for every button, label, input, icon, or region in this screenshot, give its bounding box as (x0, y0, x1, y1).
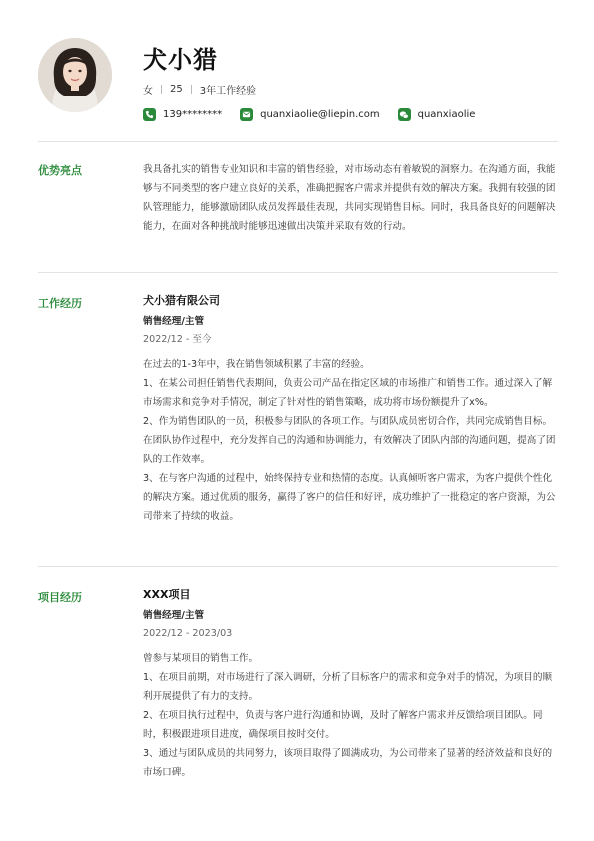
resume-header (38, 38, 558, 133)
work-experience-years: 3年工作经验 (199, 86, 257, 97)
section-divider (38, 566, 558, 567)
section-title-strengths: 优势亮点 (38, 164, 82, 177)
meta-separator (191, 85, 192, 94)
wechat-id: quanxiaolie (417, 109, 476, 120)
job-role: 销售经理/主管 (143, 316, 205, 327)
avatar (38, 38, 112, 112)
project-period: 2022/12 - 2023/03 (143, 628, 233, 639)
email-address: quanxiaolie@liepin.com (260, 109, 380, 120)
phone-number: 139******** (163, 109, 223, 120)
gender: 女 (143, 86, 153, 97)
section-divider (38, 141, 558, 142)
contact-email (240, 108, 380, 121)
section-title-work: 工作经历 (38, 297, 82, 310)
description-line: 2、在项目执行过程中，负责与客户进行沟通和协调，及时了解客户需求并反馈给项目团队。同时，积极跟进项目进度，确保项目按时交付。 (143, 710, 543, 740)
contact-wechat (398, 108, 476, 121)
project-role: 销售经理/主管 (143, 610, 205, 621)
section-title-project: 项目经历 (38, 591, 82, 604)
wechat-icon (398, 108, 411, 121)
project-name: XXX项目 (143, 588, 191, 601)
description-line: 3、在与客户沟通的过程中，始终保持专业和热情的态度。认真倾听客户需求，为客户提供个性化的解决方案。通过优质的服务，赢得了客户的信任和好评，成功维护了一批稳定的客户资源，为公司带来了持续的收益。 (143, 473, 556, 522)
project-entry (143, 587, 558, 782)
contact-row (143, 108, 493, 121)
phone-icon (143, 108, 156, 121)
description-line: 3、通过与团队成员的共同努力，该项目取得了圆满成功，为公司带来了显著的经济效益和良好的市场口碑。 (143, 748, 553, 778)
candidate-name: 犬小猎 (143, 46, 218, 74)
contact-phone (143, 108, 222, 121)
description-line: 1、在某公司担任销售代表期间，负责公司产品在指定区域的市场推广和销售工作。通过深入了解市场需求和竞争对手情况，制定了针对性的销售策略，成功将市场份额提升了x%。 (143, 378, 553, 408)
email-icon (240, 108, 253, 121)
strengths-text: 我具备扎实的销售专业知识和丰富的销售经验，对市场动态有着敏锐的洞察力。在沟通方面，我能够与不同类型的客户建立良好的关系，准确把握客户需求并提供有效的解决方案。我拥有较强的团队管理能力，能够激励团队成员发挥最佳表现，共同实现销售目标。同时，我具备良好的问题解决能力，在面对各种挑战时能够迅速做出决策并采取有效的行动。 (143, 164, 556, 232)
description-line: 曾参与某项目的销售工作。 (143, 653, 259, 664)
job-period: 2022/12 - 至今 (143, 334, 212, 345)
description-line: 1、在项目前期，对市场进行了深入调研，分析了目标客户的需求和竞争对手的情况，为项目的顺利开展提供了有力的支持。 (143, 672, 553, 702)
age: 25 (170, 84, 183, 95)
description-line: 在过去的1-3年中，我在销售领域积累了丰富的经验。 (143, 359, 370, 370)
section-divider (38, 272, 558, 273)
candidate-meta (143, 82, 256, 97)
job-description (143, 355, 558, 526)
project-description (143, 649, 558, 782)
company-name: 犬小猎有限公司 (143, 294, 220, 307)
description-line: 2、作为销售团队的一员，积极参与团队的各项工作。与团队成员密切合作，共同完成销售目标。在团队协作过程中，充分发挥自己的沟通和协调能力，有效解决了团队内部的沟通问题，提高了团队的工作效率。 (143, 416, 556, 465)
work-entry (143, 293, 558, 526)
meta-separator (161, 85, 162, 94)
